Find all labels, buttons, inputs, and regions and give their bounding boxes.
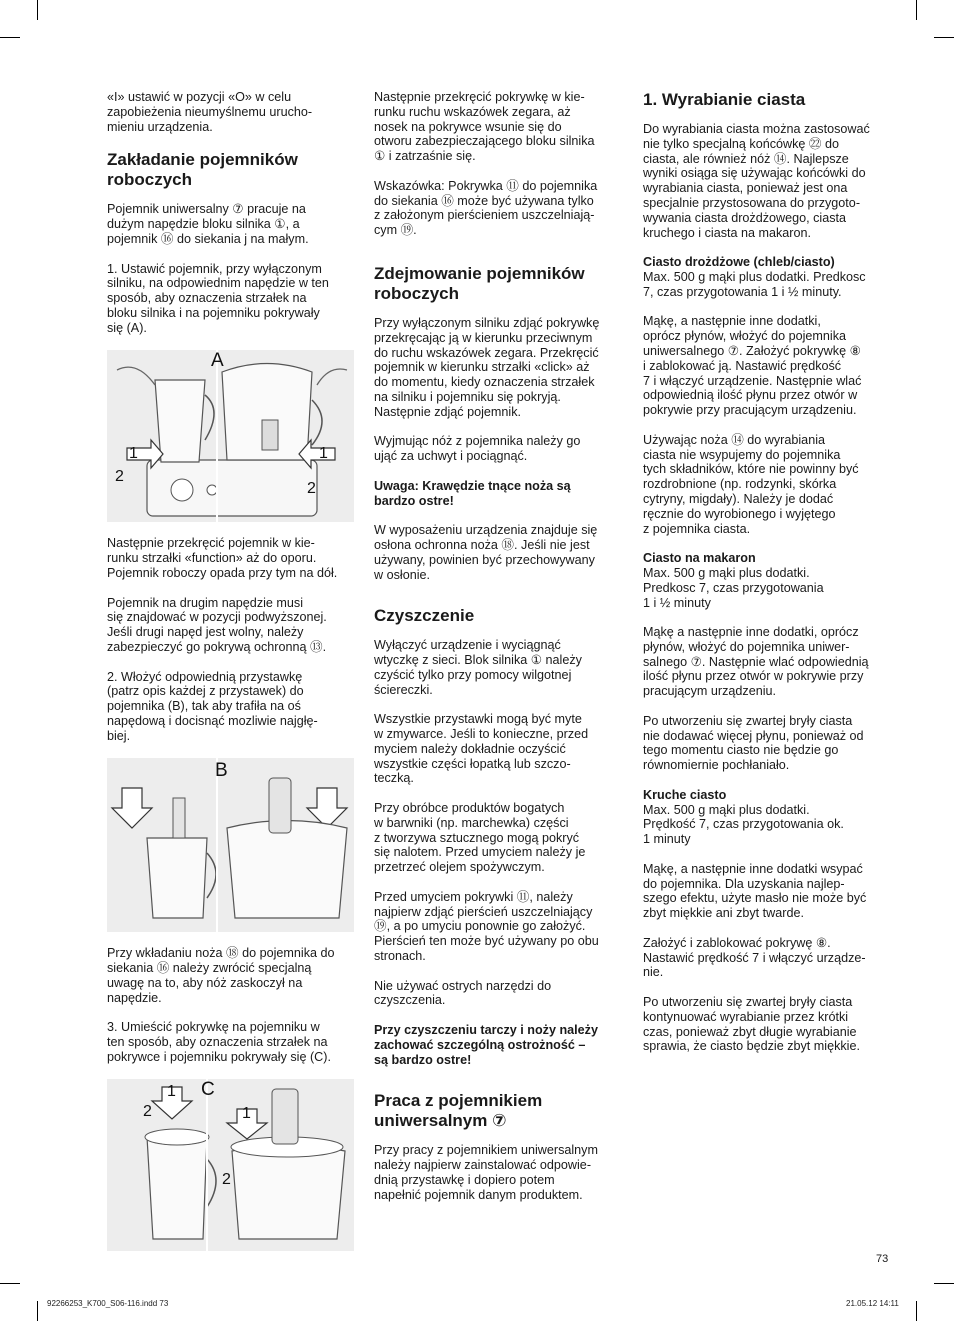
paragraph: Następnie przekręcić pojemnik w kie- runku strzałki «function» aż do oporu. Pojemnik roboczy opada przy tym na dół.: [107, 536, 338, 580]
column-middle: [374, 90, 624, 1217]
paragraph: 3. Umieścić pokrywkę na pojemniku w ten sposób, aby oznaczenia strzałek na pokrywce i pojemniku pokrywały się (C).: [107, 1020, 331, 1064]
paragraph: Przy wyłączonym silniku zdjąć pokrywkę przekręcając ją w kierunku przeciwnym do ruchu wskazówek zegara. Przekręcić pojemnik w kierunku strzałki «click» aż do momentu, kiedy oznaczenia strzałek na silniku i pojemniku się pokryją. Następnie zdjąć pojemnik.: [374, 315, 600, 419]
figure-step-number: 1: [129, 445, 138, 463]
crop-mark: [0, 1283, 20, 1284]
crop-mark: [916, 1301, 917, 1321]
figure-b: [107, 758, 354, 932]
column-left: [107, 90, 355, 1265]
crop-mark: [0, 37, 20, 38]
paragraph: Wyłączyć urządzenie i wyciągnąć wtyczkę z sieci. Blok silnika ① należy czyścić tylko przy pomocy wilgotnej ściereczki.: [374, 638, 582, 697]
footer-timestamp: 21.05.12 14:11: [846, 1299, 899, 1308]
figure-label: A: [211, 350, 224, 372]
paragraph: Mąkę a następnie inne dodatki, oprócz płynów, włożyć do pojemnika uniwer- salnego ⑦. Następnie wlać odpowiednią ilość płynu przez otwór w pokrywie przy pracującym urządzeniu.: [643, 625, 869, 699]
column-right: [643, 90, 893, 1069]
paragraph: Używając noża ⑭ do wyrabiania ciasta nie wsypujemy do pojemnika tych składników, które nie powinny być rozdrobnione (np. rodzynki, skórka cytryny, migdały). Należy je dodać ręcznie do wyrobionego i wyjętego z pojemnika ciasta.: [643, 432, 859, 536]
figure-step-number: 1: [242, 1105, 251, 1123]
figure-step-number: 2: [222, 1171, 231, 1189]
figure-label: C: [201, 1079, 215, 1101]
figure-a-illustration: [107, 350, 354, 522]
paragraph: Mąkę, a następnie inne dodatki wsypać do pojemnika. Dla uzyskania najlep- szego efektu, użyte masło nie może być zbyt miękkie ani zbyt twarde.: [643, 861, 867, 921]
figure-step-number: 2: [115, 468, 124, 486]
figure-c: [107, 1079, 354, 1251]
warning-text: Uwaga: Krawędzie tnące noża są bardzo ostre!: [374, 478, 571, 508]
figure-a: [107, 350, 354, 522]
section-heading: 1. Wyrabianie ciasta: [643, 90, 806, 109]
paragraph: Mąkę, a następnie inne dodatki, oprócz płynów, włożyć do pojemnika uniwersalnego ⑦. Założyć pokrywkę ⑧ i zablokować ją. Nastawić prędkość 7 i włączyć urządzenie. Następnie wlać odpowiednią ilość płynu przez otwór w pokrywie przy pracującym urządzeniu.: [643, 314, 862, 418]
subheading: Ciasto na makaron: [643, 551, 756, 566]
figure-step-number: 1: [167, 1083, 176, 1101]
warning-text: Przy czyszczeniu tarczy i noży należy zachować szczególną ostrożność – są bardzo ostre!: [374, 1023, 598, 1067]
figure-step-number: 2: [307, 480, 316, 498]
paragraph: Do wyrabiania ciasta można zastosować nie tylko specjalną końcówkę ㉒ do ciasta, ale również nóż ⑭. Najlepsze wyniki osiąga się używając końcówki do wyrabiania ciasta, ponieważ jest ona specjalnie przystosowana do przygoto- wywania ciasta drożdżowego, ciasta kruchego i ciasta na makaron.: [643, 122, 870, 240]
paragraph: Założyć i zablokować pokrywę ⑧. Nastawić prędkość 7 i włączyć urządze- nie.: [643, 935, 866, 980]
paragraph: Po utworzeniu się zwartej bryły ciasta kontynuować wyrabianie przez krótki czas, ponieważ zbyt długie wyrabianie sprawia, że ciasto będzie zbyt miękkie.: [643, 995, 860, 1054]
crop-mark: [934, 1283, 954, 1284]
crop-mark: [37, 1301, 38, 1321]
paragraph: Przy obróbce produktów bogatych w barwniki (np. marchewka) części z tworzywa sztucznego mogą pokryć się nalotem. Przed umyciem należy je przetrzeć olejem spożywczym.: [374, 801, 586, 875]
section-heading: Zdejmowanie pojemników roboczych: [374, 263, 585, 303]
paragraph: W wyposażeniu urządzenia znajduje się osłona ochronna noża ⑱. Jeśli nie jest używany, powinien być przechowywany w osłonie.: [374, 523, 598, 582]
figure-label: B: [215, 760, 228, 782]
section-heading: Czyszczenie: [374, 606, 475, 626]
paragraph: Przy wkładaniu noża ⑱ do pojemnika do siekania ⑯ należy zwrócić specjalną uwagę na to, aby nóż zaskoczył na napędzie.: [107, 946, 335, 1005]
paragraph: Po utworzeniu się zwartej bryły ciasta nie dodawać więcej płynu, ponieważ od tego momentu ciasto nie będzie go równomiernie pochłaniało.: [643, 713, 864, 773]
paragraph: Max. 500 g mąki plus dodatki. Prędkość 7, czas przygotowania ok. 1 minuty: [643, 802, 844, 847]
crop-mark: [916, 0, 917, 20]
footer-file-info: 92266253_K700_S06-116.indd 73: [47, 1299, 169, 1308]
paragraph: Przy pracy z pojemnikiem uniwersalnym należy najpierw zainstalować odpowie- dnią przystawkę i dopiero potem napełnić pojemnik danym produktem.: [374, 1143, 598, 1202]
figure-step-number: 1: [319, 445, 328, 463]
crop-mark: [934, 37, 954, 38]
paragraph: 2. Włożyć odpowiednią przystawkę (patrz opis każdej z przystawek) do pojemnika (B), tak aby trafiła na oś napędową i docisnąć mozliwie najgłę- biej.: [107, 669, 318, 743]
figure-step-number: 2: [143, 1103, 152, 1121]
page-number: 73: [876, 1253, 889, 1265]
section-heading: Zakładanie pojemników roboczych: [107, 150, 298, 190]
subheading: Kruche ciasto: [643, 787, 727, 802]
paragraph: Nie używać ostrych narzędzi do czyszczenia.: [374, 978, 552, 1008]
paragraph: Wszystkie przystawki mogą być myte w zmywarce. Jeśli to konieczne, przed myciem należy dokładnie oczyścić wszystkie części łopatką lub szczo- teczką.: [374, 712, 589, 786]
paragraph: Wyjmując nóż z pojemnika należy go ująć za uchwyt i pociągnąć.: [374, 434, 581, 464]
paragraph: Max. 500 g mąki plus dodatki. Predkosc 7, czas przygotowania 1 i ½ minuty: [643, 565, 824, 610]
paragraph: Pojemnik na drugim napędzie musi się znajdować w pozycji podwyższonej. Jeśli drugi napęd jest wolny, należy zabezpieczyć go pokrywą ochronną ⑬.: [107, 595, 327, 654]
figure-b-illustration: [107, 758, 354, 932]
paragraph: «I» ustawić w pozycji «O» w celu zapobieżenia nieumyślnemu urucho- mieniu urządzenia.: [107, 90, 313, 134]
crop-mark: [37, 0, 38, 20]
subheading: Ciasto drożdżowe (chleb/ciasto): [643, 255, 835, 270]
section-heading: Praca z pojemnikiem uniwersalnym ⑦: [374, 1091, 543, 1131]
paragraph: Następnie przekręcić pokrywkę w kie- runku ruchu wskazówek zegara, aż nosek na pokrywce wsunie się do otworu zabezpieczającego bloku silnika ① i zatrzaśnie się.: [374, 90, 595, 164]
paragraph: Przed umyciem pokrywki ⑪, należy najpierw zdjąć pierścień uszczelniający ⑲, a po umyciu ponownie go założyć. Pierścień ten może być używany po obu stronach.: [374, 889, 599, 964]
paragraph: Pojemnik uniwersalny ⑦ pracuje na dużym napędzie bloku silnika ①, a pojemnik ⑯ do siekania j na małym.: [107, 202, 309, 246]
paragraph: Max. 500 g mąki plus dodatki. Predkosc 7, czas przygotowania 1 i ½ minuty.: [643, 269, 866, 299]
paragraph: Wskazówka: Pokrywka ⑪ do pojemnika do siekania ⑯ może być używana tylko z założonym pierścieniem uszczelniają- cym ⑲.: [374, 178, 598, 238]
paragraph: 1. Ustawić pojemnik, przy wyłączonym silniku, na odpowiednim napędzie w ten sposób, aby oznaczenia strzałek na bloku silnika i na pojemniku pokrywały się (A).: [107, 261, 329, 335]
